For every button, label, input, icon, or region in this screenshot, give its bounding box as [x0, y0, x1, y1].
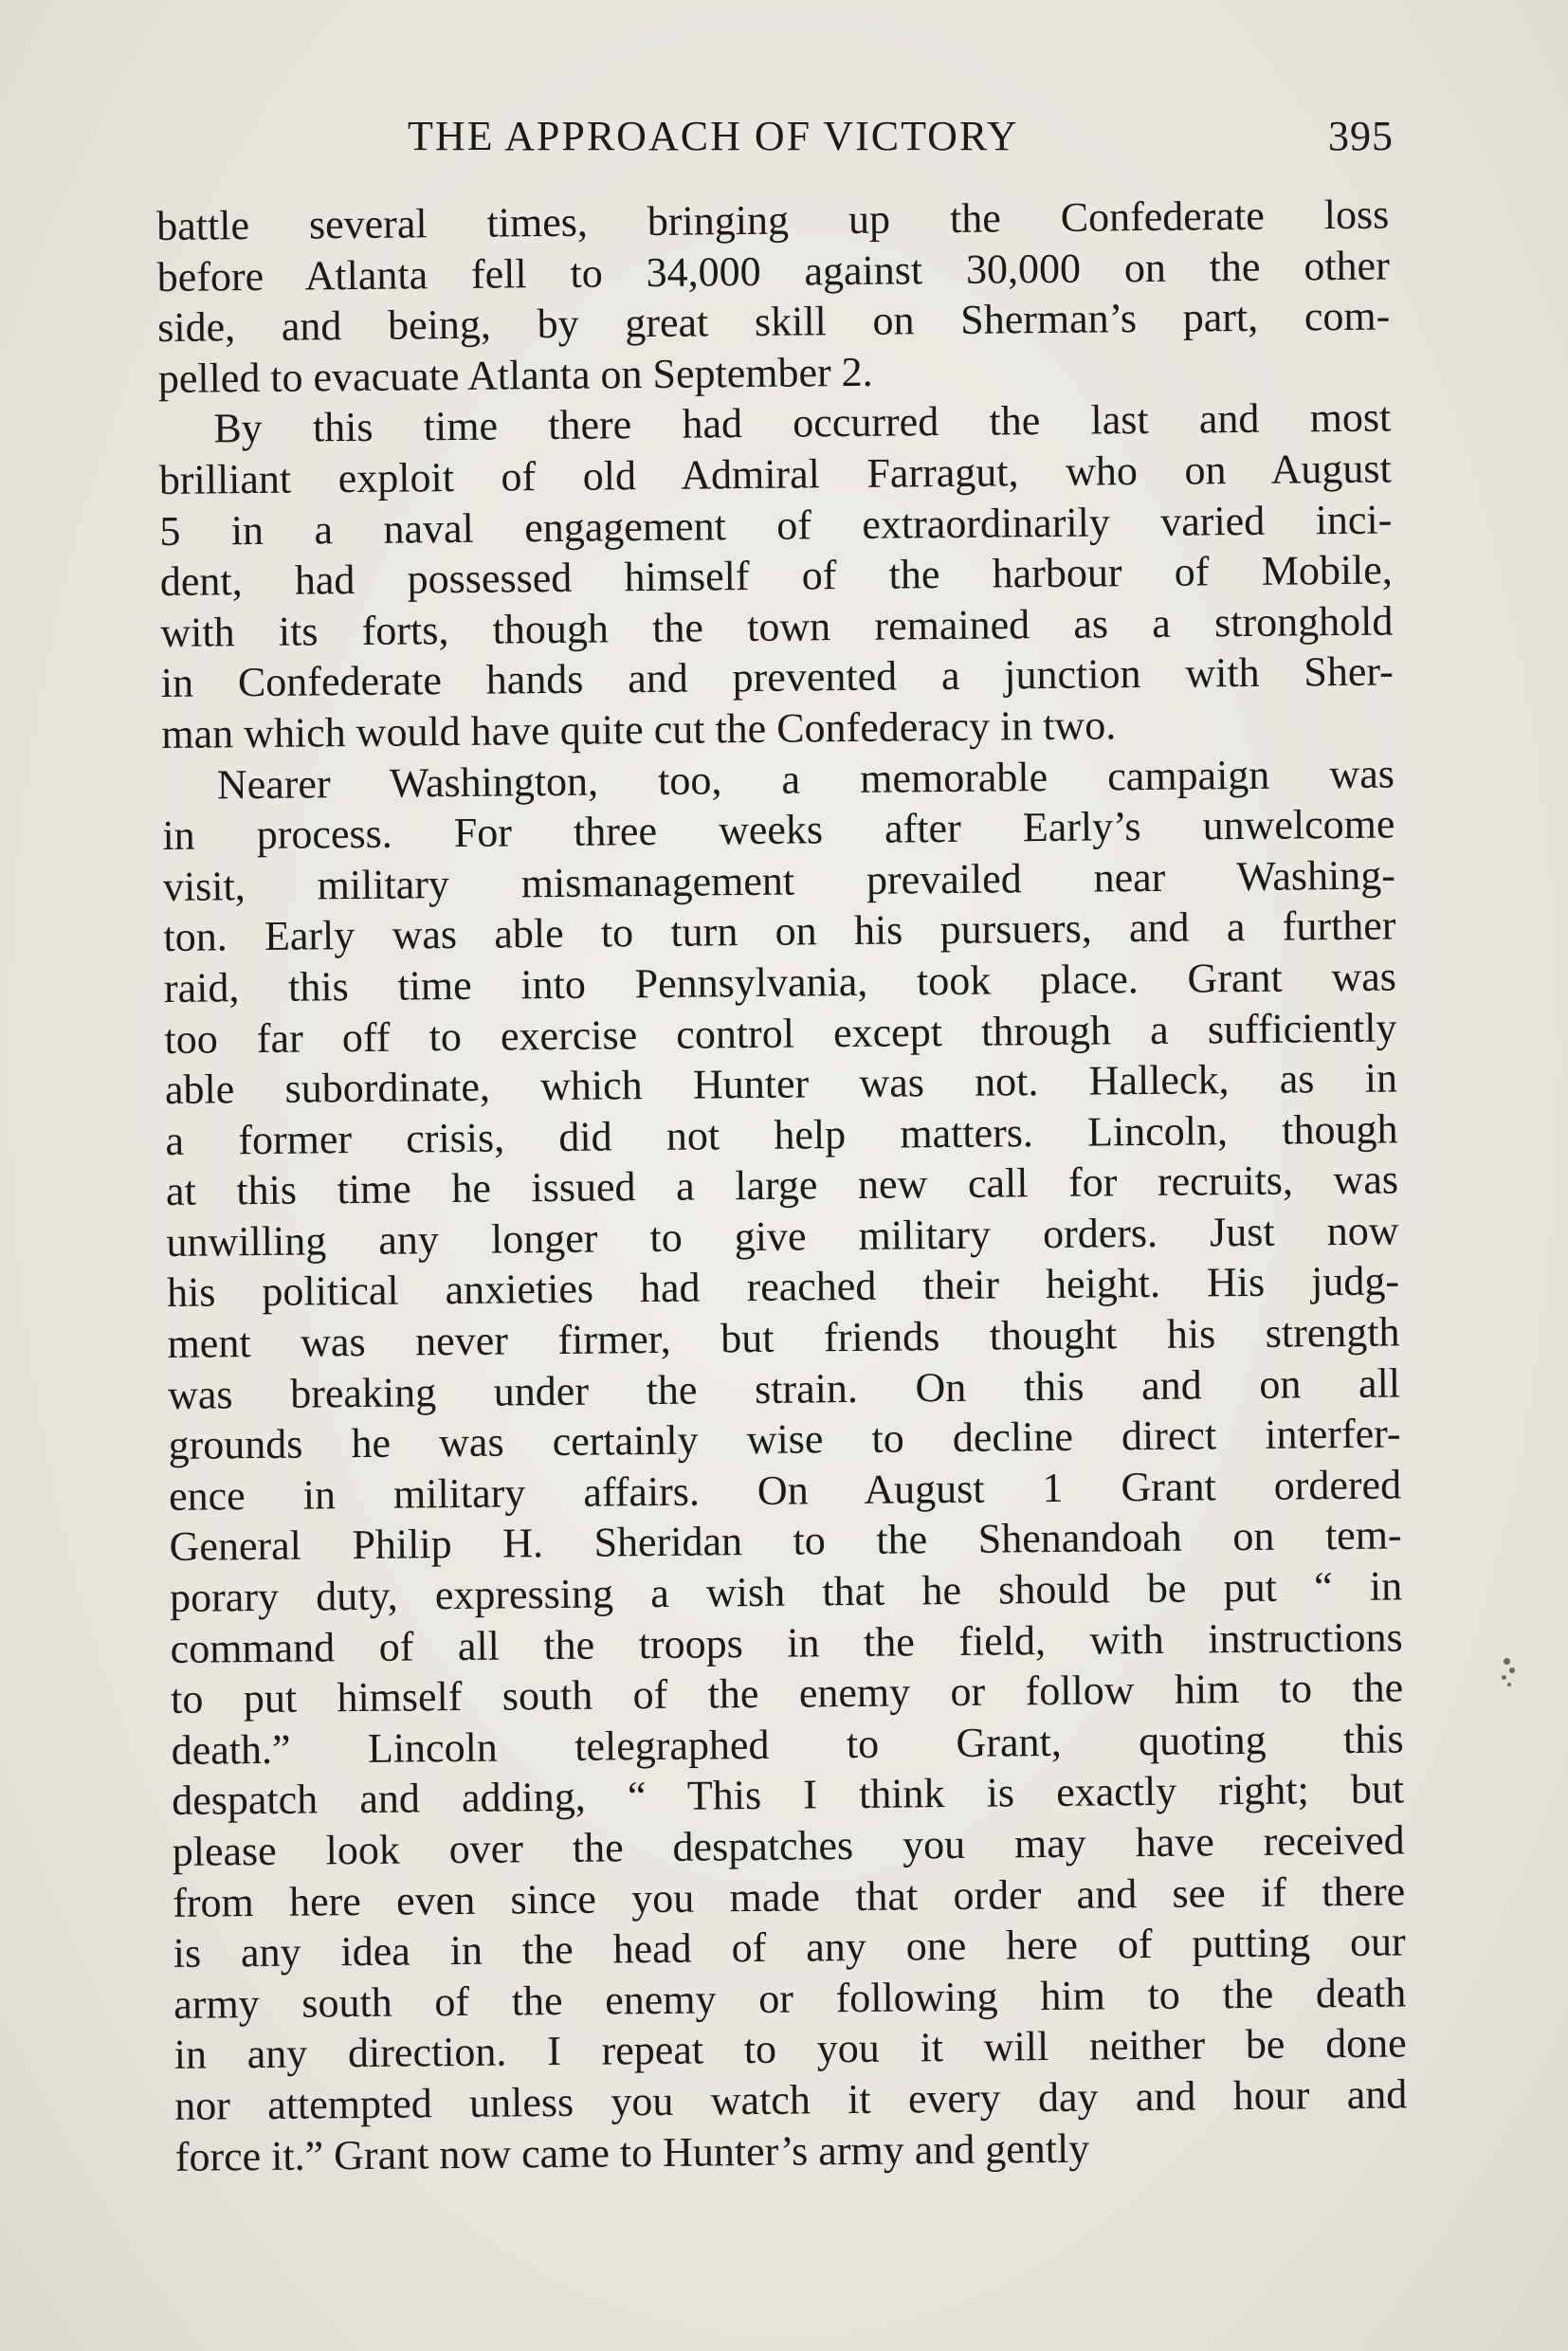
text-line: nor attempted unless you watch it every day and hour and: [174, 2070, 1408, 2129]
text-line: from here even since you made that order and see if there: [172, 1868, 1406, 1926]
text-line: unwilling any longer to give military orders. Just now: [166, 1207, 1399, 1266]
text-line: raid, this time into Pennsylvania, took place. Grant was: [163, 953, 1397, 1011]
text-line: side, and being, by great skill on Sherman’s part, com-: [157, 292, 1391, 352]
text-line: in Confederate hands and prevented a junction with Sher-: [160, 647, 1395, 707]
text-line: porary duty, expressing a wish that he should be put “ in: [169, 1562, 1403, 1621]
text-line: death.” Lincoln telegraphed to Grant, quoting this: [171, 1715, 1404, 1774]
text-line: ence in military affairs. On August 1 Grant ordered: [168, 1461, 1402, 1520]
text-line: army south of the enemy or following him to the death: [173, 1969, 1407, 2028]
text-line: man which would have quite cut the Confederacy in two.: [161, 702, 1117, 757]
text-line: By this time there had occurred the last and most: [213, 393, 1392, 452]
text-line: please look over the despatches you may have received: [172, 1816, 1405, 1875]
text-line: is any idea in the head of any one here of putting our: [173, 1918, 1406, 1977]
text-line: able subordinate, which Hunter was not. Halleck, as in: [164, 1054, 1398, 1114]
text-line: was breaking under the strain. On this and on all: [167, 1359, 1401, 1418]
text-line: grounds he was certainly wise to decline direct interfer-: [168, 1410, 1401, 1469]
text-line: in any direction. I repeat to you it will neither be done: [173, 2019, 1407, 2079]
text-line: ton. Early was able to turn on his pursuers, and a further: [163, 902, 1396, 961]
text-line: ment was never firmer, but friends thought his strength: [167, 1308, 1400, 1368]
text-line: battle several times, bringing up the Confederate loss: [156, 191, 1390, 249]
text-line: pelled to evacuate Atlanta on September 2.: [157, 348, 873, 402]
page-number: 395: [1328, 113, 1394, 159]
text-line: a former crisis, did not help matters. Lincoln, though: [165, 1105, 1398, 1164]
paragraph: [156, 190, 1391, 405]
text-line: in process. For three weeks after Early’s unwelcome: [162, 800, 1395, 860]
paragraph: [158, 392, 1395, 760]
text-line: General Philip H. Sheridan to the Shenandoah on tem-: [169, 1511, 1402, 1571]
text-line: dent, had possessed himself of the harbour of Mobile,: [159, 546, 1394, 606]
text-line: to put himself south of the enemy or follow him to the: [170, 1664, 1404, 1723]
running-title: THE APPROACH OF VICTORY: [408, 113, 1019, 159]
paragraph: [162, 748, 1408, 2182]
text-line: at this time he issued a large new call for recruits, was: [165, 1156, 1399, 1215]
text-line: Nearer Washington, too, a memorable campaign was: [216, 750, 1395, 808]
paper-speck: [1498, 1654, 1521, 1692]
text-line: with its forts, though the town remained as a stronghold: [160, 597, 1394, 656]
text-line: brilliant exploit of old Admiral Farragut, who on August: [158, 445, 1393, 503]
text-line: before Atlanta fell to 34,000 against 30,000 on the other: [156, 242, 1390, 301]
running-head: [152, 112, 1394, 169]
text-line: too far off to exercise control except through a sufficiently: [164, 1003, 1397, 1063]
text-line: 5 in a naval engagement of extraordinarily varied inci-: [159, 496, 1393, 555]
text-line: despatch and adding, “ This I think is exactly right; but: [171, 1765, 1405, 1825]
text-line: force it.” Grant now came to Hunter’s army and gently: [174, 2124, 1090, 2180]
text-line: visit, military mismanagement prevailed near Washing-: [162, 851, 1396, 910]
text-line: command of all the troops in the field, with instructions: [170, 1613, 1403, 1672]
text-line: his political anxieties had reached their height. His judg-: [166, 1257, 1400, 1317]
body-text: [156, 190, 1408, 2183]
